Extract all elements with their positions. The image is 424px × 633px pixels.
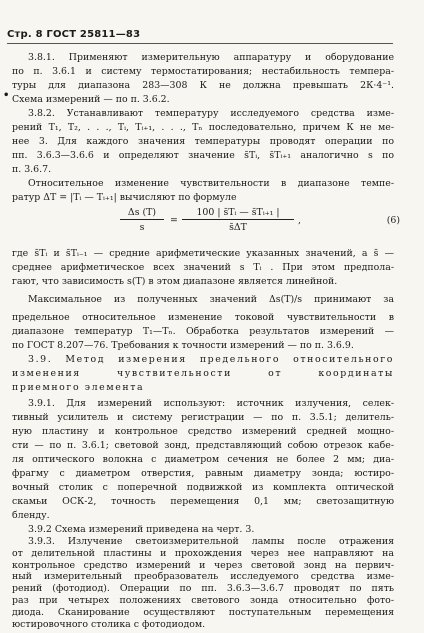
formula-equals: = [170, 215, 178, 226]
text-line: где s̄Tᵢ и s̄Tᵢ₋₁ — средние арифметические указанных значений, а s̄ — [12, 248, 394, 259]
formula-rhs-numerator: 100 | s̄Tᵢ — s̄Tᵢ₊₁ | [182, 207, 294, 220]
text-line: 3.9.1. Для измерений используют: источник излучения, селек- [28, 398, 394, 409]
formula-lhs-numerator: Δs (T) [120, 207, 164, 220]
text-line: Схема измерений — по п. 3.6.2. [12, 94, 170, 105]
text-line: пп. 3.6.3—3.6.6 и определяют значение s̄Tᵢ, s̄Tᵢ₊₁ аналогично s по [12, 150, 394, 161]
text-line: тивный усилитель и систему регистрации — по п. 3.5.1; делитель- [12, 412, 394, 423]
text-line: ный измерительный преобразователь исследуемого средства изме- [12, 571, 394, 582]
formula-6 [120, 207, 400, 241]
text-line: бленду. [12, 510, 50, 521]
text-line: Относительное изменение чувствительности в диапазоне темпе- [28, 178, 394, 189]
text-line: фрагму с диаметром отверстия, равным диаметру зонда; юстиро- [12, 468, 394, 479]
section-heading-line: 3.9. Метод измерения предельного относительного [28, 354, 394, 365]
text-line: контрольное средство измерений и через световой зонд на первич- [12, 560, 394, 571]
page-header: Стр. 8 ГОСТ 25811—83 [7, 29, 141, 40]
text-line: 3.8.1. Применяют измерительную аппаратуру и оборудование [28, 52, 394, 63]
margin-mark: • [3, 90, 10, 101]
text-line: рений T₁, T₂, . . ., Tᵢ, Tᵢ₊₁, . . ., Tₙ последовательно, причем К не ме- [12, 122, 394, 133]
text-line: диапазоне температур T₁—Tₙ. Обработка результатов измерений — [12, 326, 394, 337]
header-divider [7, 43, 393, 44]
text-line: от делительной пластины и прохождения через нее направляют на [12, 548, 394, 559]
text-line: скамьи ОСК-2, точность перемещения 0,1 мм; светозащитную [12, 496, 394, 507]
text-line: ля оптического волокна с диаметром сечения не более 2 мм; диа- [12, 454, 394, 465]
text-line: среднее арифметическое всех значений s Tᵢ . При этом предпола- [12, 262, 394, 273]
text-line: 3.8.2. Устанавливают температуру исследуемого средства изме- [28, 108, 394, 119]
section-heading-line: изменения чувствительности от координаты [12, 368, 394, 379]
formula-lhs-fraction [120, 207, 164, 233]
text-line: п. 3.6.7. [12, 164, 52, 175]
text-line: раз при четырех положениях светового зонда относительно фото- [12, 595, 394, 606]
text-line: вочный столик с поперечной подвижкой из комплекта оптической [12, 482, 394, 493]
text-line: 3.9.3. Излучение светоизмерительной лампы после отражения [28, 536, 394, 547]
text-line: гают, что зависимость s(T) в этом диапазоне является линейной. [12, 276, 338, 287]
text-line: диода. Сканирование осуществляют поступательным перемещения [12, 607, 394, 618]
section-heading-line: приемного элемента [12, 382, 145, 393]
text-line: юстировочного столика с фотодиодом. [12, 619, 206, 630]
text-line: туры для диапазона 283—308 К не должна превышать 2К·4⁻¹. [12, 80, 394, 91]
text-line: нее 3. Для каждого значения температуры проводят операции по [12, 136, 394, 147]
text-line: ратур ΔT = |Tᵢ — Tᵢ₊₁| вычисляют по формуле [12, 192, 237, 203]
text-line: предельное относительное изменение токовой чувствительности в [12, 312, 394, 323]
formula-comma: , [298, 215, 301, 226]
formula-lhs-denominator: s [139, 222, 145, 233]
text-line: по п. 3.6.1 и систему термостатирования; нестабильность темпера- [12, 66, 394, 77]
text-line: рений (фотодиод). Операции по пп. 3.6.3—3.6.7 проводят по пять [12, 583, 394, 594]
text-line: сти — по п. 3.6.1; световой зонд, представляющий собою отрезок кабе- [12, 440, 394, 451]
formula-number: (6) [386, 215, 400, 226]
text-line: по ГОСТ 8.207—76. Требования к точности измерений — по п. 3.6.9. [12, 340, 354, 351]
text-line: ную пластину и контрольное средство измерений средней мощно- [12, 426, 394, 437]
formula-rhs-fraction [182, 207, 294, 233]
text-line: Максимальное из полученных значений Δs(T)/s принимают за [28, 294, 394, 305]
text-line: 3.9.2 Схема измерений приведена на черт. 3. [28, 524, 255, 535]
formula-rhs-denominator: s̄ΔT [229, 222, 247, 233]
